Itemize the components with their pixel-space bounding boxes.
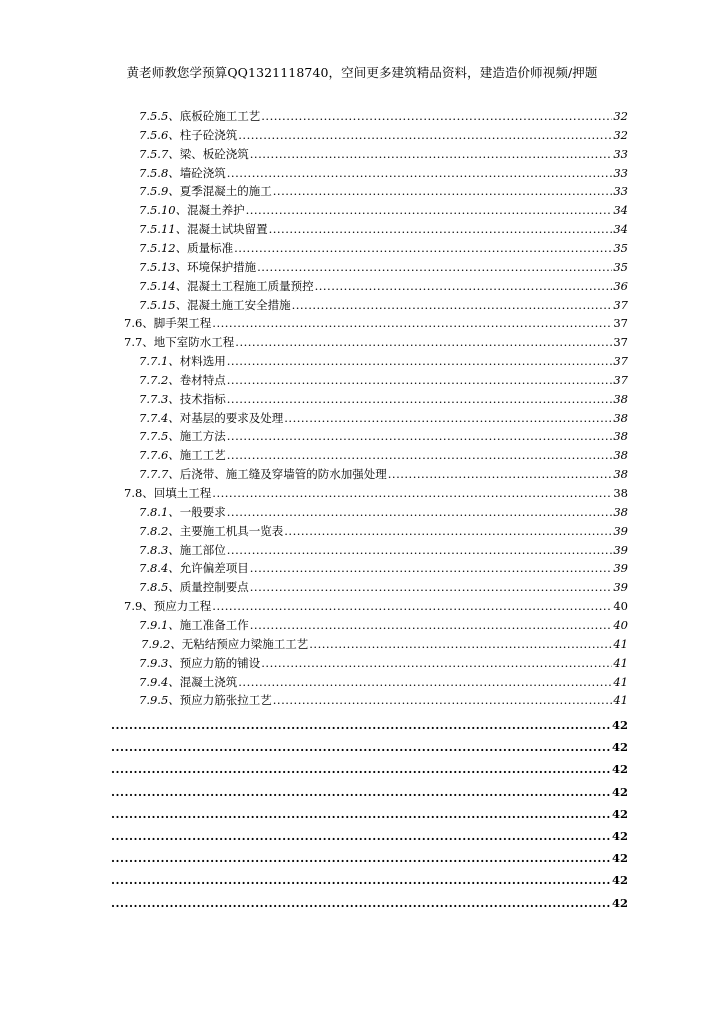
toc-entry-label [139,164,226,183]
toc-entry-title: 卷材特点 [179,373,226,387]
toc-entry-title: 柱子砼浇筑 [179,128,238,142]
toc-entry-number: 7.8.4、 [139,561,180,575]
toc-entry-title: 混凝土施工安全措施 [187,298,291,312]
toc-entry-title: 施工部位 [179,543,226,557]
toc-entry[interactable] [139,522,628,541]
toc-page-number: 38 [613,429,628,443]
dot-leader [250,616,613,635]
toc-entry-number: 7.7.3、 [139,392,180,406]
dot-leader [284,409,612,428]
toc-page-number: 42 [611,740,628,754]
toc-entry-label [139,691,272,710]
toc-entry-title: 一般要求 [179,505,226,519]
toc-entry-title: 施工工艺 [179,448,226,462]
toc-entry-number: 7.9.3、 [139,656,180,670]
dot-leader [212,314,612,333]
toc-entry-label [139,522,283,541]
toc-entry-label [124,333,234,352]
dot-leader [273,182,613,201]
dot-leader [388,465,613,484]
toc-entry[interactable] [110,805,628,824]
toc-entry-label [139,409,283,428]
toc-entry-label [124,597,211,616]
dot-leader [309,635,612,654]
toc-entry[interactable] [124,314,628,333]
dot-leader [212,597,612,616]
toc-entry-number: 7.5.15、 [139,298,188,312]
dot-leader [273,691,613,710]
page-header: 黄老师教您学预算QQ1321118740，空间更多建筑精品资料，建造造价师视频/押题 [126,65,598,80]
toc-page-number: 42 [611,718,628,732]
toc-page-number: 36 [613,279,628,293]
toc-entry-number: 7.7.2、 [139,373,180,387]
toc-entry[interactable] [139,578,628,597]
toc-entry-number: 7.6、 [124,316,154,330]
dot-leader [227,390,613,409]
toc-entry[interactable] [139,503,628,522]
toc-entry-label [139,616,249,635]
toc-entry-label [141,635,308,654]
toc-page-number: 37 [613,373,628,387]
toc-entry-title: 预应力筋张拉工艺 [179,693,272,707]
toc-page-number: 40 [613,618,628,632]
toc-page-number: 39 [613,561,628,575]
toc-entry[interactable] [139,239,628,258]
toc-entry-number: 7.5.8、 [139,166,180,180]
toc-entry[interactable] [139,654,628,673]
dot-leader [111,760,611,779]
toc-entry[interactable] [139,107,628,126]
toc-entry-label [139,182,272,201]
toc-entry-title: 施工方法 [179,429,226,443]
toc-page-number: 41 [613,637,628,651]
toc-entry[interactable] [139,616,628,635]
toc-entry-label [139,201,245,220]
toc-entry-label [139,126,237,145]
toc-page-number: 42 [611,807,628,821]
toc-entry-title: 后浇带、施工缝及穿墙管的防水加强处理 [179,467,387,481]
dot-leader [227,446,613,465]
dot-leader [111,738,611,757]
toc-entry-title: 混凝土试块留置 [187,222,268,236]
toc-entry-title: 梁、板砼浇筑 [179,147,249,161]
toc-entry-title: 无粘结预应力梁施工工艺 [181,637,309,651]
toc-entry[interactable] [139,371,628,390]
toc-page-number: 38 [613,411,628,425]
dot-leader [227,371,613,390]
toc-page-number: 32 [613,109,628,123]
toc-entry-title: 预应力工程 [153,599,212,613]
toc-entry-number: 7.5.7、 [139,147,180,161]
dot-leader [257,258,612,277]
dot-leader [261,654,612,673]
dot-leader [246,201,613,220]
toc-entry-label [139,277,314,296]
toc-entry-number: 7.8、 [124,486,154,500]
toc-entry-number: 7.9、 [124,599,154,613]
toc-entry-label [124,484,211,503]
toc-entry[interactable] [139,182,628,201]
toc-entry[interactable] [110,849,628,868]
dot-leader [250,145,613,164]
toc-page-number: 37 [613,316,628,330]
toc-entry[interactable] [141,635,628,654]
toc-entry[interactable] [139,164,628,183]
toc-entry-label [139,390,226,409]
toc-entry-number: 7.7.1、 [139,354,180,368]
dot-leader [212,484,612,503]
toc-entry[interactable] [139,673,628,692]
toc-entry-title: 允许偏差项目 [179,561,249,575]
toc-entry-number: 7.8.3、 [139,543,180,557]
dot-leader [292,296,613,315]
toc-entry[interactable] [110,760,628,779]
toc-entry-title: 混凝土浇筑 [179,675,238,689]
toc-entry[interactable] [124,597,628,616]
toc-entry[interactable] [139,559,628,578]
dot-leader [238,673,612,692]
toc-page-number: 39 [613,543,628,557]
toc-entry-title: 地下室防水工程 [153,335,235,349]
toc-entry-label [139,446,226,465]
toc-entry-number: 7.5.10、 [139,203,188,217]
toc-page-number: 42 [611,896,628,910]
toc-entry[interactable] [139,541,628,560]
toc-entry[interactable] [110,716,628,735]
toc-page-number: 42 [611,873,628,887]
toc-entry-number: 7.7、 [124,335,154,349]
toc-entry[interactable] [110,738,628,757]
dot-leader [227,352,613,371]
toc-entry-number: 7.5.9、 [139,184,180,198]
toc-entry-number: 7.8.5、 [139,580,180,594]
toc-page-number: 32 [613,128,628,142]
toc-entry-label [139,220,268,239]
toc-page-number: 33 [613,147,628,161]
toc-page-number: 34 [613,222,628,236]
dot-leader [227,164,613,183]
toc-page-number: 38 [613,486,628,500]
dot-leader [111,783,611,802]
toc-page-number: 38 [613,392,628,406]
toc-entry-title: 技术指标 [179,392,226,406]
toc-entry-number: 7.5.11、 [139,222,188,236]
dot-leader [227,427,613,446]
dot-leader [284,522,612,541]
toc-entry[interactable] [139,352,628,371]
toc-entry-title: 质量控制要点 [179,580,249,594]
toc-entry-number: 7.5.6、 [139,128,180,142]
toc-page-number: 35 [613,260,628,274]
toc-entry-label [139,427,226,446]
toc-entry-number: 7.9.1、 [139,618,180,632]
dot-leader [227,503,613,522]
toc-entry-title: 混凝土养护 [187,203,245,217]
toc-page-number: 38 [613,505,628,519]
toc-entry[interactable] [139,427,628,446]
dot-leader [235,333,612,352]
toc-page-number: 35 [613,241,628,255]
toc-entry-label [139,145,249,164]
dot-leader [111,805,611,824]
toc-entry-label [139,352,226,371]
toc-entry-label [139,465,387,484]
toc-entry-title: 预应力筋的铺设 [179,656,261,670]
toc-entry-title: 脚手架工程 [153,316,212,330]
toc-entry-number: 7.8.2、 [139,524,180,538]
toc-entry[interactable] [139,220,628,239]
toc-entry-title: 混凝土工程施工质量预控 [187,279,314,293]
toc-entry[interactable] [139,258,628,277]
toc-entry-number: 7.8.1、 [139,505,180,519]
toc-entry-label [139,578,249,597]
toc-entry[interactable] [139,446,628,465]
toc-entry-title: 材料选用 [179,354,226,368]
toc-entry-label [139,654,260,673]
toc-page-number: 38 [613,448,628,462]
toc-entry-label [139,258,256,277]
toc-entry[interactable] [139,277,628,296]
toc-page-number: 40 [613,599,628,613]
dot-leader [111,871,611,890]
toc-entry-title: 夏季混凝土的施工 [179,184,272,198]
dot-leader [238,126,612,145]
dot-leader [261,107,612,126]
toc-entry-title: 墙砼浇筑 [179,166,226,180]
toc-entry-number: 7.7.7、 [139,467,180,481]
dot-leader [111,716,611,735]
toc-entry-number: 7.5.12、 [139,241,188,255]
toc-entry-title: 环境保护措施 [187,260,257,274]
dot-leader [111,894,611,913]
dot-leader [234,239,612,258]
dot-leader [315,277,613,296]
toc-page-number: 37 [613,354,628,368]
dot-leader [111,827,611,846]
toc-page-number: 41 [613,675,628,689]
toc-entry[interactable] [139,390,628,409]
toc-entry-number: 7.5.14、 [139,279,188,293]
toc-entry-title: 对基层的要求及处理 [179,411,284,425]
toc-entry-number: 7.7.6、 [139,448,180,462]
toc-page-number: 33 [613,166,628,180]
toc-page-number: 34 [613,203,628,217]
toc-entry-number: 7.9.2、 [141,637,182,651]
toc-entry-title: 底板砼施工工艺 [179,109,261,123]
toc-entry[interactable] [139,126,628,145]
toc-entry-label [139,239,233,258]
toc-page-number: 42 [611,851,628,865]
toc-entry-number: 7.9.5、 [139,693,180,707]
toc-entry-number: 7.5.5、 [139,109,180,123]
toc-entry-title: 回填土工程 [153,486,212,500]
toc-page-number: 41 [613,656,628,670]
toc-entry-number: 7.7.4、 [139,411,180,425]
toc-page-number: 33 [613,184,628,198]
toc-entry-label [139,107,260,126]
toc-entry[interactable] [124,484,628,503]
toc-entry[interactable] [139,145,628,164]
toc-page-number: 37 [613,298,628,312]
toc-entry-title: 质量标准 [187,241,234,255]
toc-entry-label [139,371,226,390]
toc-entry[interactable] [110,827,628,846]
toc-entry-label [139,541,226,560]
dot-leader [250,578,613,597]
toc-entry[interactable] [139,296,628,315]
toc-entry[interactable] [139,409,628,428]
toc-page-number: 38 [613,467,628,481]
toc-entry-number: 7.7.5、 [139,429,180,443]
toc-entry[interactable] [124,333,628,352]
toc-page-number: 41 [613,693,628,707]
toc-page-number: 37 [613,335,628,349]
toc-page-number: 39 [613,524,628,538]
toc-entry-label [124,314,211,333]
toc-entry[interactable] [139,201,628,220]
dot-leader [269,220,613,239]
toc-entry-title: 主要施工机具一览表 [179,524,284,538]
toc-entry-number: 7.9.4、 [139,675,180,689]
toc-entry[interactable] [110,894,628,913]
toc-entry[interactable] [110,783,628,802]
toc-entry[interactable] [139,465,628,484]
toc-page-number: 42 [611,829,628,843]
toc-entry[interactable] [139,691,628,710]
toc-entry[interactable] [110,871,628,890]
dot-leader [250,559,613,578]
toc-entry-title: 施工准备工作 [179,618,249,632]
toc-entry-label [139,559,249,578]
toc-entry-label [139,673,237,692]
dot-leader [227,541,613,560]
toc-entry-label [139,503,226,522]
toc-page-number: 39 [613,580,628,594]
toc-entry-label [139,296,291,315]
dot-leader [111,849,611,868]
toc-entry-number: 7.5.13、 [139,260,188,274]
toc-page-number: 42 [611,785,628,799]
toc-page-number: 42 [611,762,628,776]
